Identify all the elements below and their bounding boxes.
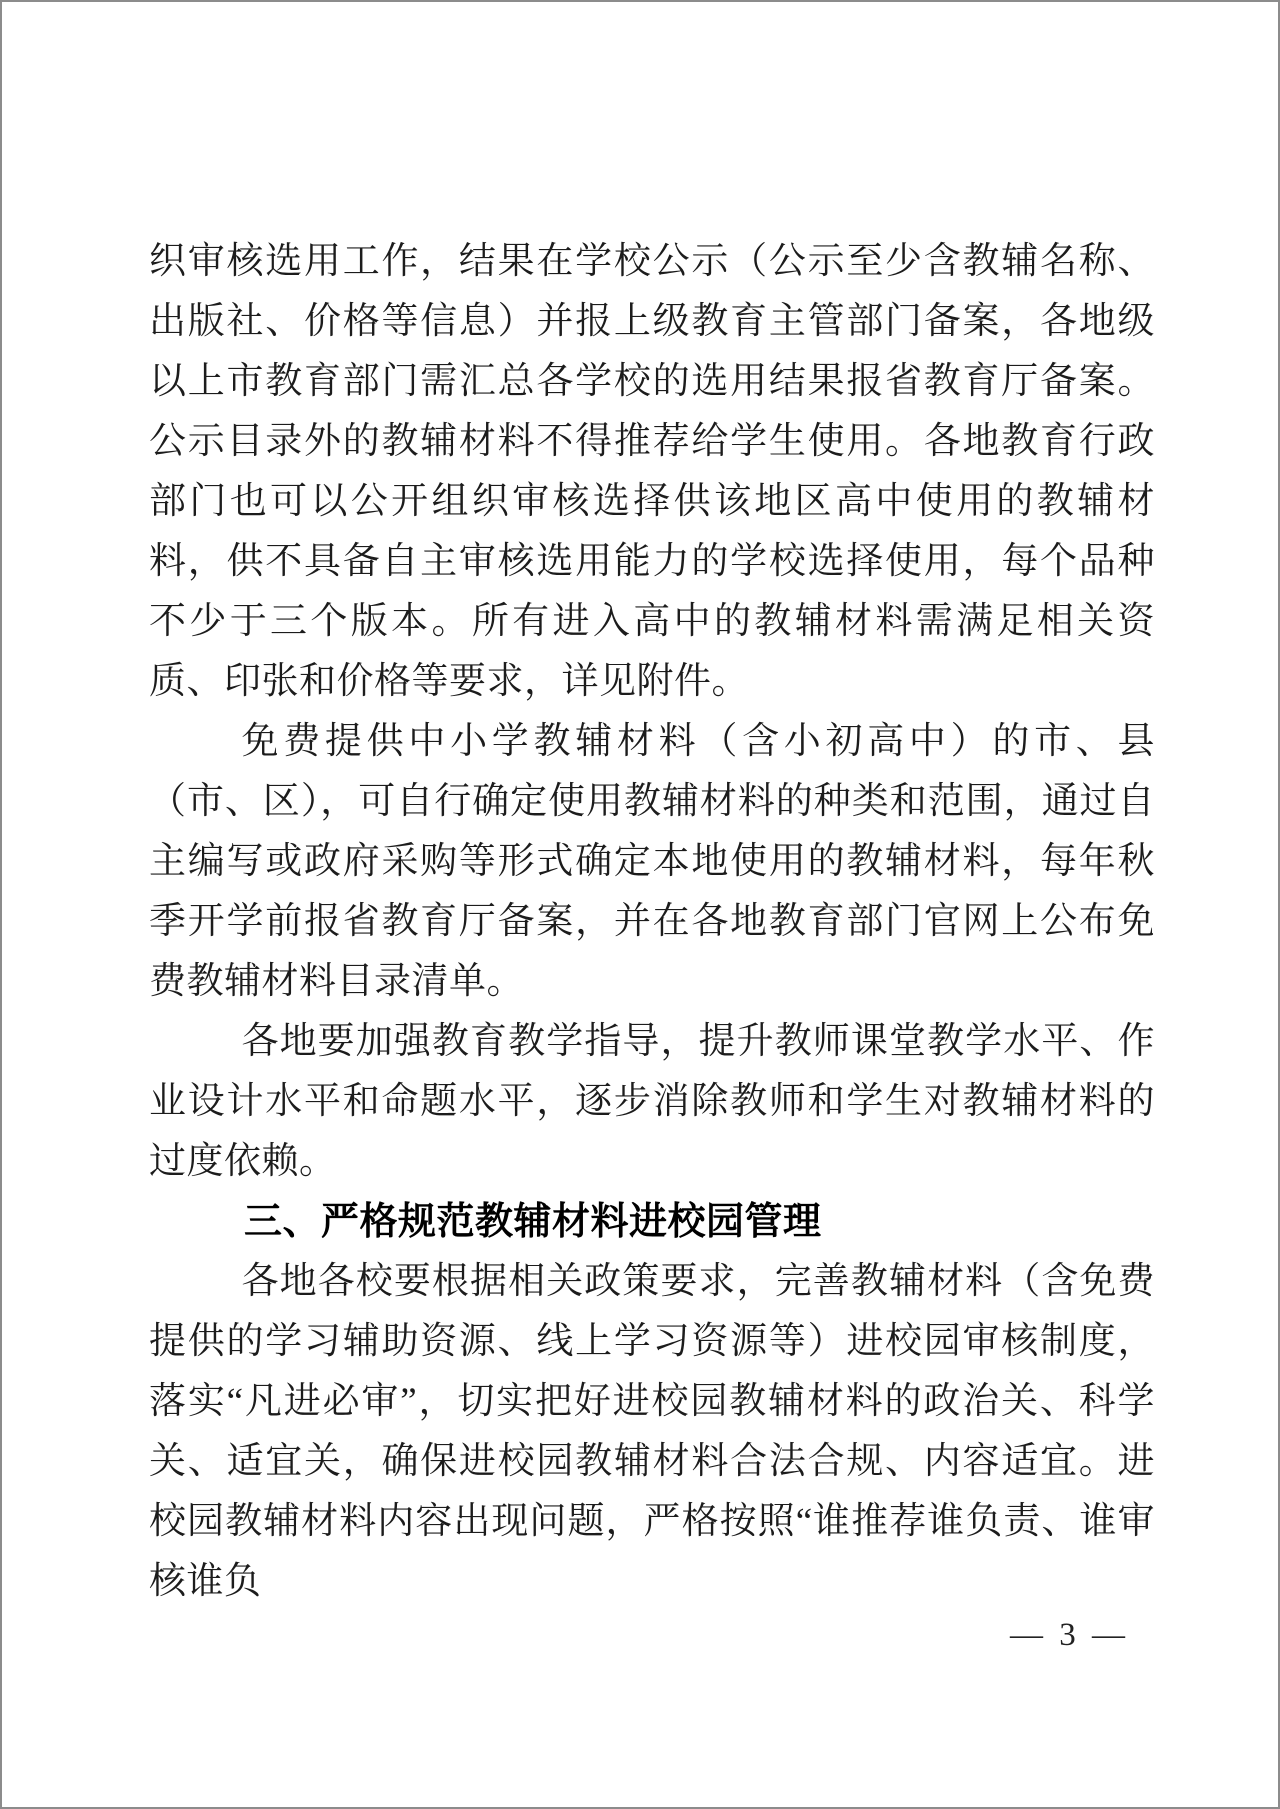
section-heading-campus-entry-management: 三、严格规范教辅材料进校园管理	[244, 1201, 822, 1243]
paragraph-free-materials-provision: 免费提供中小学教辅材料（含小初高中）的市、县（市、区），可自行确定使用教辅材料的种类和范围，通过自主编写或政府采购等形式确定本地使用的教辅材料，每年秋季开学前报省教育厅备案，并在各地教育部门官网上公布免费教辅材料目录清单。	[149, 721, 1155, 1002]
document-body	[149, 232, 1155, 1612]
paragraph-teaching-guidance: 各地要加强教育教学指导，提升教师课堂教学水平、作业设计水平和命题水平，逐步消除教师和学生对教辅材料的过度依赖。	[149, 1021, 1155, 1182]
paragraph-selection-review-continuation: 织审核选用工作，结果在学校公示（公示至少含教辅名称、出版社、价格等信息）并报上级教育主管部门备案，各地级以上市教育部门需汇总各学校的选用结果报省教育厅备案。公示目录外的教辅材料不得推荐给学生使用。各地教育行政部门也可以公开组织审核选择供该地区高中使用的教辅材料，供不具备自主审核选用能力的学校选择使用，每个品种不少于三个版本。所有进入高中的教辅材料需满足相关资质、印张和价格等要求，详见附件。	[149, 241, 1155, 702]
paragraph-campus-entry-review: 各地各校要根据相关政策要求，完善教辅材料（含免费提供的学习辅助资源、线上学习资源等）进校园审核制度，落实“凡进必审”，切实把好进校园教辅材料的政治关、科学关、适宜关，确保进校园教辅材料合法合规、内容适宜。进校园教辅材料内容出现问题，严格按照“谁推荐谁负责、谁审核谁负	[149, 1261, 1155, 1602]
page-number: — 3 —	[1010, 1617, 1129, 1653]
